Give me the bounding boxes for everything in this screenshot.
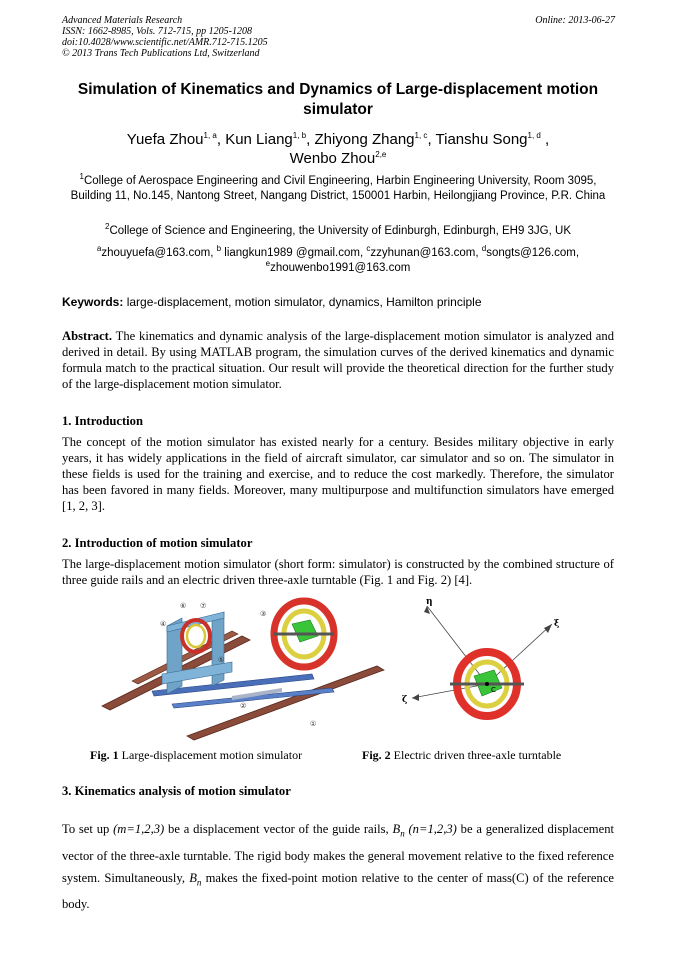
author-sup: 2,e [375, 150, 387, 159]
author-name: Tianshu Song [435, 131, 528, 148]
journal-header [62, 15, 268, 59]
author-name: Wenbo Zhou [289, 150, 376, 167]
fig2-caption [362, 748, 561, 763]
figures-area [62, 596, 614, 742]
affiliation-sup: 1 [79, 172, 84, 182]
math-run: (m=1,2,3) [113, 822, 165, 836]
math-sub: n [196, 877, 202, 888]
email-sup: c [366, 244, 371, 254]
abstract-text: The kinematics and dynamic analysis of the large-displacement motion simulator is analyzed and derived in detail. By using MATLAB program, the simulation curves of the derived kinematics and dynamic formula match to the practical situation. Our result will provide the theoretical direction for the further study of the large-displacement motion simulator. [62, 329, 614, 391]
callout: ⑦ [200, 602, 207, 610]
callout: ② [240, 702, 247, 710]
author-sup: 1, d [527, 131, 541, 140]
affiliation-2 [62, 224, 614, 239]
section-heading: 3. Kinematics analysis of motion simulator [62, 784, 291, 798]
fig2-turntable-drawing [392, 596, 572, 742]
author-sup: 1, b [292, 131, 307, 140]
author-sup: 1, c [414, 131, 428, 140]
callout: ③ [260, 610, 267, 618]
affiliation-text: College of Aerospace Engineering and Civil Engineering, Harbin Engineering University, Room 3095, Building 11, No.145, Nantong Street, Nangang District, 150001 Harbin, Heilongjiang Province, P.R. China [70, 175, 606, 202]
keywords [62, 294, 614, 310]
paper-title: Simulation of Kinematics and Dynamics of Large-displacement motion simulator [77, 81, 599, 118]
text-run: be a displacement vector of the guide rails, [164, 822, 393, 836]
email: zhouwenbo1991@163.com [270, 262, 411, 274]
fig-label: Fig. 2 [362, 748, 391, 762]
affiliation-text: College of Science and Engineering, the University of Edinburgh, Edinburgh, EH9 3JG, UK [109, 225, 571, 237]
fig1-caption [90, 748, 302, 763]
callout: ⑥ [180, 602, 187, 610]
author-name: Zhiyong Zhang [314, 131, 415, 148]
math-run: B [392, 822, 401, 836]
affiliation-sup: 2 [105, 222, 110, 232]
email: liangkun1989 @gmail.com, [221, 247, 367, 259]
affiliation-1 [62, 174, 614, 204]
text-run: makes the fixed-point motion relative to the center of mass(C) of the reference body. [62, 870, 615, 912]
callout: ① [310, 720, 317, 728]
math-run: (n=1,2,3) [404, 822, 457, 836]
fig-caption-text: Electric driven three-axle turntable [390, 748, 562, 762]
axis-xi-label: ξ [554, 619, 560, 629]
keywords-text: large-displacement, motion simulator, dynamics, Hamilton principle [123, 295, 482, 309]
axis-zeta-label: ζ [402, 695, 408, 705]
center-label: C [491, 686, 496, 694]
email: songts@126.com, [486, 247, 580, 259]
author-sup: 1, a [203, 131, 217, 140]
section-text [62, 818, 614, 915]
fig-caption-text: Large-displacement motion simulator [118, 748, 303, 762]
email-sup: e [265, 259, 271, 269]
copyright: © 2013 Trans Tech Publications Ltd, Switzerland [62, 48, 260, 59]
email-list [62, 246, 614, 276]
email-sup: b [216, 244, 222, 254]
keywords-label: Keywords: [62, 295, 124, 309]
abstract-label: Abstract. [62, 329, 113, 343]
author-name: Yuefa Zhou [126, 131, 204, 148]
issn: ISSN: 1662-8985, Vols. 712-715, pp 1205-1208 [62, 26, 252, 37]
online-date: Online: 2013-06-27 [535, 15, 615, 26]
axis-eta-label: η [426, 597, 433, 607]
email: zzyhunan@163.com, [370, 247, 482, 259]
section-heading: 2. Introduction of motion simulator [62, 536, 253, 550]
text-run: be a generalized displacement vector of the three-axle turntable. The rigid body makes the general movement relative to the fixed reference system. Simultaneously, [62, 822, 614, 885]
email-sup: a [96, 244, 102, 254]
section-heading: 1. Introduction [62, 414, 143, 428]
email: zhouyuefa@163.com, [101, 247, 217, 259]
doi: doi:10.4028/www.scientific.net/AMR.712-715.1205 [62, 37, 268, 48]
fig-label: Fig. 1 [90, 748, 119, 762]
email-sup: d [481, 244, 487, 254]
fig1-simulator-drawing [92, 596, 392, 742]
author-list: Yuefa Zhou$^{1, a}$, Kun Liang$^{1, b}$, Zhiyong Zhang$^{1, c}$, Tianshu Song$^{1, d}$ , Wenbo Zhou$^{2,e}$ [126, 131, 550, 167]
section-text: The large-displacement motion simulator (short form: simulator) is constructed by the combined structure of three guide rails and an electric driven three-axle turntable (Fig. 1 and Fig. 2) [4]. [62, 557, 614, 587]
text-run: To set up [62, 822, 114, 836]
callout: ⑤ [218, 656, 225, 664]
author-name: Kun Liang [225, 131, 293, 148]
section-text: The concept of the motion simulator has existed nearly for a century. Besides military objective in early years, it has widely applications in the field of aircraft simulator, car simulator and so on. The simulator in these fields is used for the training and exercise, and to reduce the cost markedly. Therefore, the simulator has been favored in many fields. Moreover, many multipurpose and multifunction simulators have emerged [1, 2, 3]. [62, 435, 614, 513]
math-run: B [189, 870, 197, 885]
abstract [62, 328, 614, 392]
journal-name: Advanced Materials Research [62, 15, 183, 26]
callout: ④ [160, 620, 167, 628]
math-sub: n [400, 828, 405, 839]
